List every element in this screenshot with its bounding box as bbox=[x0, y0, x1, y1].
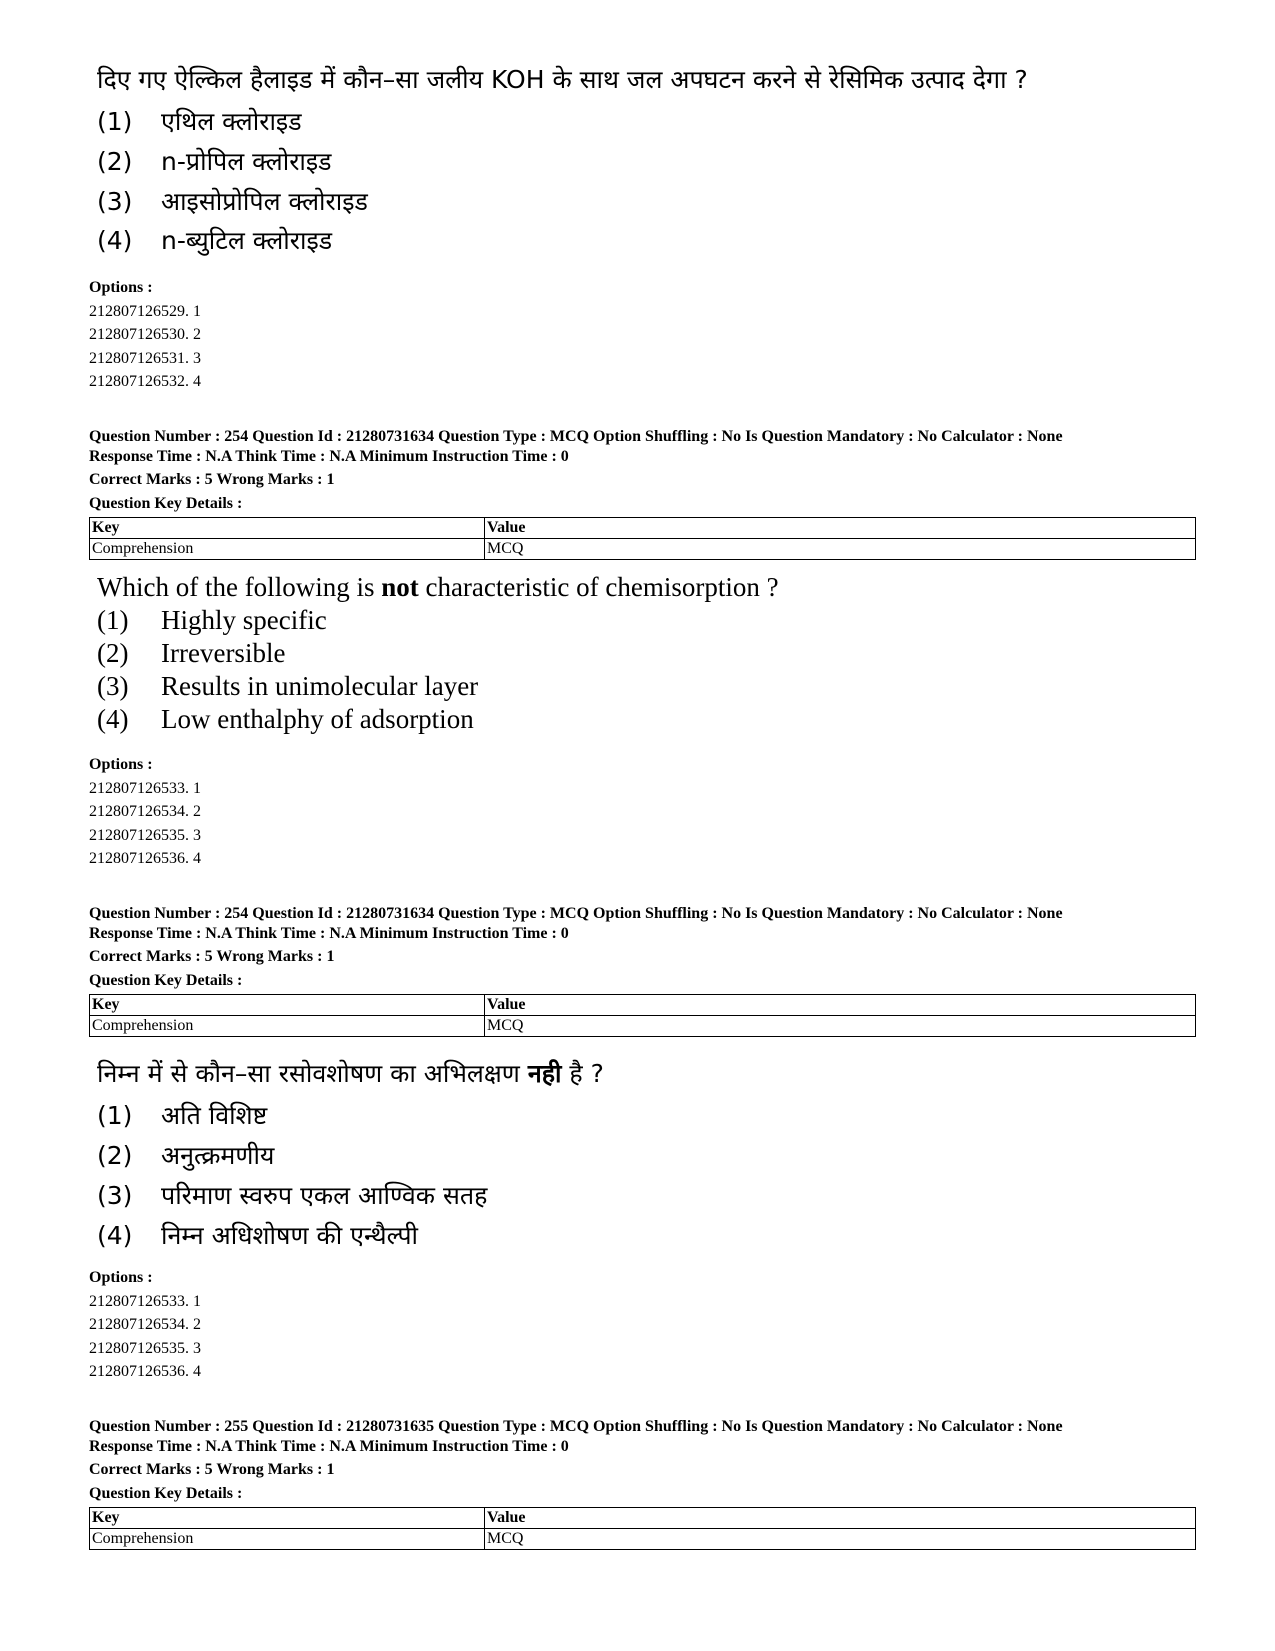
table-header-key: Key bbox=[90, 518, 485, 539]
option-id: 212807126533. 1 bbox=[89, 780, 201, 797]
choice-number: (2) bbox=[97, 638, 129, 668]
table-header-value: Value bbox=[485, 995, 1196, 1016]
option-id: 212807126535. 3 bbox=[89, 827, 201, 844]
option-id: 212807126534. 2 bbox=[89, 803, 201, 820]
choice-3 bbox=[97, 186, 368, 218]
choice-text: n-प्रोपिल क्लोराइड bbox=[161, 147, 332, 176]
option-id: 212807126533. 1 bbox=[89, 1293, 201, 1310]
table-header-key: Key bbox=[90, 995, 485, 1016]
choice-text: अनुत्क्रमणीय bbox=[161, 1141, 275, 1170]
choice-2 bbox=[97, 637, 285, 669]
table-header-value: Value bbox=[485, 518, 1196, 539]
choice-1 bbox=[97, 106, 302, 138]
choice-number: (1) bbox=[97, 605, 129, 635]
question-text-hindi-2: निम्न में से कौन–सा रसोवशोषण का अभिलक्षण नही है ? bbox=[97, 1059, 604, 1088]
choice-number: (3) bbox=[97, 1181, 133, 1210]
option-id: 212807126530. 2 bbox=[89, 326, 201, 343]
choice-number: (1) bbox=[97, 107, 133, 136]
option-id: 212807126536. 4 bbox=[89, 1363, 201, 1380]
question-meta-line: Question Number : 255 Question Id : 21280731635 Question Type : MCQ Option Shuffling : No Is Question Mandatory : No Calculator : None bbox=[89, 1418, 1063, 1435]
option-id: 212807126531. 3 bbox=[89, 350, 201, 367]
choice-1 bbox=[97, 604, 327, 636]
choice-3 bbox=[97, 1180, 487, 1212]
response-time-line: Response Time : N.A Think Time : N.A Minimum Instruction Time : 0 bbox=[89, 1438, 569, 1455]
option-id: 212807126534. 2 bbox=[89, 1316, 201, 1333]
key-details-label: Question Key Details : bbox=[89, 972, 243, 989]
choice-text: एथिल क्लोराइड bbox=[161, 107, 302, 136]
response-time-line: Response Time : N.A Think Time : N.A Minimum Instruction Time : 0 bbox=[89, 448, 569, 465]
option-id: 212807126535. 3 bbox=[89, 1340, 201, 1357]
marks-line: Correct Marks : 5 Wrong Marks : 1 bbox=[89, 471, 335, 488]
option-id: 212807126536. 4 bbox=[89, 850, 201, 867]
choice-number: (2) bbox=[97, 1141, 133, 1170]
choice-4 bbox=[97, 703, 474, 735]
choice-4 bbox=[97, 1220, 418, 1252]
table-cell-value: MCQ bbox=[485, 1529, 1196, 1550]
option-id: 212807126529. 1 bbox=[89, 303, 201, 320]
choice-number: (1) bbox=[97, 1101, 133, 1130]
choice-text: निम्न अधिशोषण की एन्थैल्पी bbox=[161, 1221, 418, 1250]
choice-2 bbox=[97, 146, 332, 178]
choice-text: आइसोप्रोपिल क्लोराइड bbox=[161, 187, 368, 216]
choice-2 bbox=[97, 1140, 274, 1172]
choice-1 bbox=[97, 1100, 267, 1132]
choice-text: n-ब्युटिल क्लोराइड bbox=[161, 226, 333, 255]
key-details-label: Question Key Details : bbox=[89, 495, 243, 512]
key-details-table bbox=[89, 517, 1196, 560]
question-meta-line: Question Number : 254 Question Id : 21280731634 Question Type : MCQ Option Shuffling : No Is Question Mandatory : No Calculator : None bbox=[89, 905, 1063, 922]
choice-text: परिमाण स्वरुप एकल आण्विक सतह bbox=[161, 1181, 488, 1210]
table-header-key: Key bbox=[90, 1508, 485, 1529]
choice-text: Low enthalphy of adsorption bbox=[161, 704, 474, 734]
key-details-table bbox=[89, 1507, 1196, 1550]
choice-text: Highly specific bbox=[161, 605, 327, 635]
table-header-value: Value bbox=[485, 1508, 1196, 1529]
choice-text: Results in unimolecular layer bbox=[161, 671, 479, 701]
key-details-label: Question Key Details : bbox=[89, 1485, 243, 1502]
marks-line: Correct Marks : 5 Wrong Marks : 1 bbox=[89, 1461, 335, 1478]
choice-text: अति विशिष्ट bbox=[161, 1101, 268, 1130]
choice-number: (4) bbox=[97, 704, 129, 734]
choice-number: (4) bbox=[97, 226, 133, 255]
table-cell-value: MCQ bbox=[485, 539, 1196, 560]
choice-text: Irreversible bbox=[161, 638, 286, 668]
response-time-line: Response Time : N.A Think Time : N.A Minimum Instruction Time : 0 bbox=[89, 925, 569, 942]
option-id: 212807126532. 4 bbox=[89, 373, 201, 390]
question-text-hindi-1: दिए गए ऐल्किल हैलाइड में कौन–सा जलीय KOH के साथ जल अपघटन करने से रेसिमिक उत्पाद देगा ? bbox=[97, 65, 1028, 94]
options-label: Options : bbox=[89, 756, 153, 773]
key-details-table bbox=[89, 994, 1196, 1037]
table-cell-key: Comprehension bbox=[90, 1016, 485, 1037]
table-cell-key: Comprehension bbox=[90, 1529, 485, 1550]
question-meta-line: Question Number : 254 Question Id : 21280731634 Question Type : MCQ Option Shuffling : No Is Question Mandatory : No Calculator : None bbox=[89, 428, 1063, 445]
options-label: Options : bbox=[89, 1269, 153, 1286]
choice-number: (4) bbox=[97, 1221, 133, 1250]
marks-line: Correct Marks : 5 Wrong Marks : 1 bbox=[89, 948, 335, 965]
choice-number: (2) bbox=[97, 147, 133, 176]
question-text-english: Which of the following is not characteristic of chemisorption ? bbox=[97, 572, 779, 602]
choice-number: (3) bbox=[97, 187, 133, 216]
table-cell-key: Comprehension bbox=[90, 539, 485, 560]
choice-3 bbox=[97, 670, 478, 702]
table-cell-value: MCQ bbox=[485, 1016, 1196, 1037]
options-label: Options : bbox=[89, 279, 153, 296]
choice-4 bbox=[97, 225, 332, 257]
choice-number: (3) bbox=[97, 671, 129, 701]
